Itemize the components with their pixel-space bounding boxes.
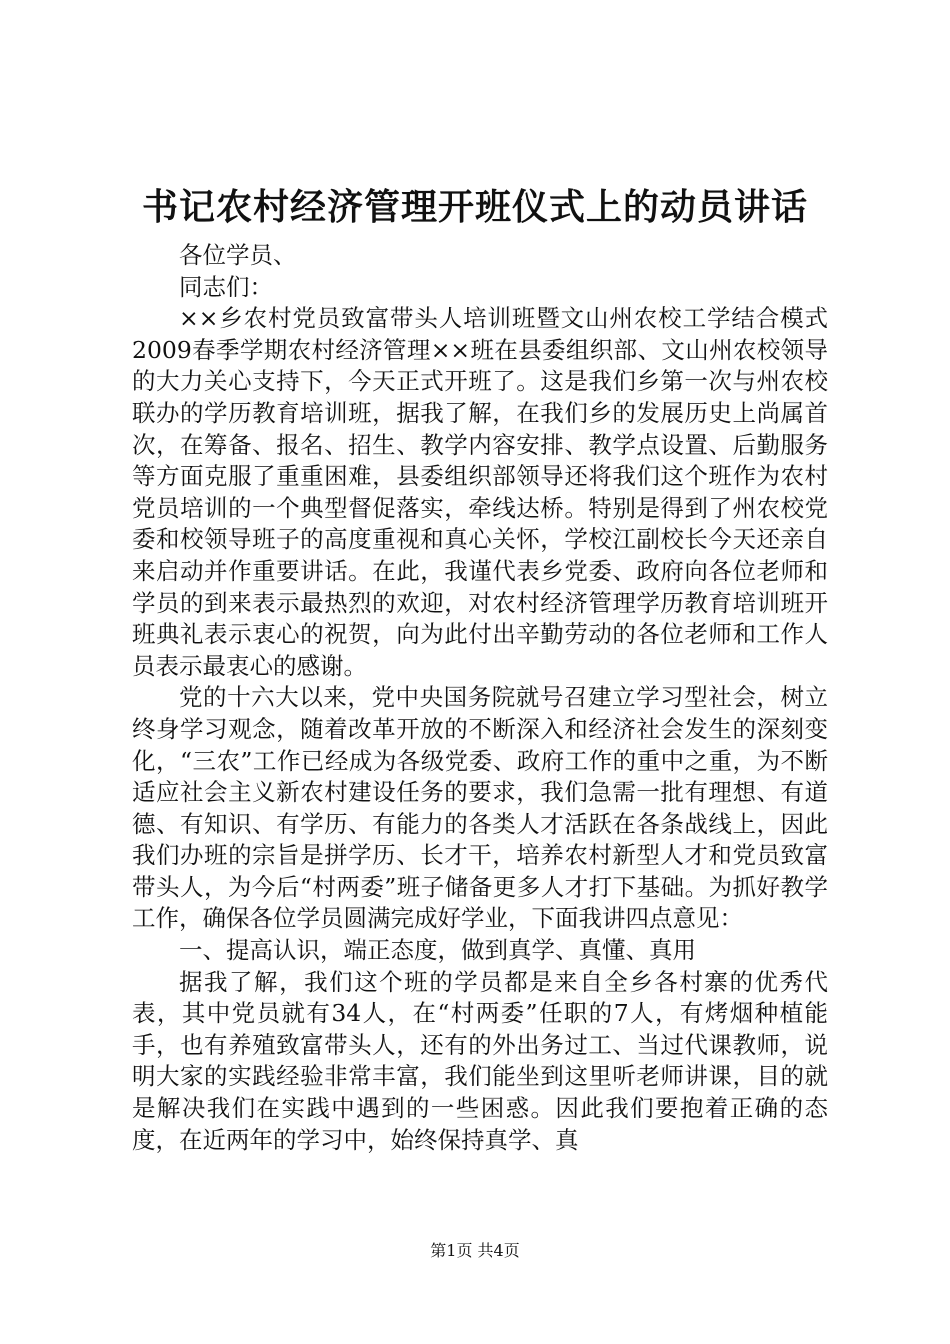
body-paragraph: 据我了解，我们这个班的学员都是来自全乡各村寨的优秀代表，其中党员就有34人，在“村两委”任职的7人，有烤烟种植能手，也有养殖致富带头人，还有的外出务过工、当过代课教师，说明大家的实践经验非常丰富，我们能坐到这里听老师讲课，目的就是解决我们在实践中遇到的一些困惑。因此我们要抱着正确的态度，在近两年的学习中，始终保持真学、真 — [132, 967, 828, 1154]
body-paragraph: 党的十六大以来，党中央国务院就号召建立学习型社会，树立终身学习观念，随着改革开放的不断深入和经济社会发生的深刻变化，“三农”工作已经成为各级党委、政府工作的重中之重，为不断适应社会主义新农村建设任务的要求，我们急需一批有理想、有道德、有知识、有学历、有能力的各类人才活跃在各条战线上，因此我们办班的宗旨是拼学历、长才干，培养农村新型人才和党员致富带头人，为今后“村两委”班子储备更多人才打下基础。为抓好教学工作，确保各位学员圆满完成好学业，下面我讲四点意见： — [132, 683, 828, 933]
salutation-line: 各位学员、 — [179, 241, 297, 269]
section-heading: 一、提高认识，端正态度，做到真学、真懂、真用 — [179, 936, 696, 965]
document-title: 书记农村经济管理开班仪式上的动员讲话 — [141, 186, 808, 228]
document-body — [132, 240, 828, 1156]
body-paragraph: ××乡农村党员致富带头人培训班暨文山州农校工学结合模式2009春季学期农村经济管理××班在县委组织部、文山州农校领导的大力关心支持下，今天正式开班了。这是我们乡第一次与州农校联办的学历教育培训班，据我了解，在我们乡的发展历史上尚属首次，在筹备、报名、招生、教学内容安排、教学点设置、后勤服务等方面克服了重重困难，县委组织部领导还将我们这个班作为农村党员培训的一个典型督促落实，牵线达桥。特别是得到了州农校党委和校领导班子的高度重视和真心关怀，学校江副校长今天还亲自来启动并作重要讲话。在此，我谨代表乡党委、政府向各位老师和学员的到来表示最热烈的欢迎，对农村经济管理学历教育培训班开班典礼表示衷心的祝贺，向为此付出辛勤劳动的各位老师和工作人员表示最衷心的感谢。 — [132, 304, 828, 680]
salutation-line: 同志们： — [179, 272, 273, 301]
page-number-footer: 第1页 共4页 — [430, 1241, 520, 1260]
